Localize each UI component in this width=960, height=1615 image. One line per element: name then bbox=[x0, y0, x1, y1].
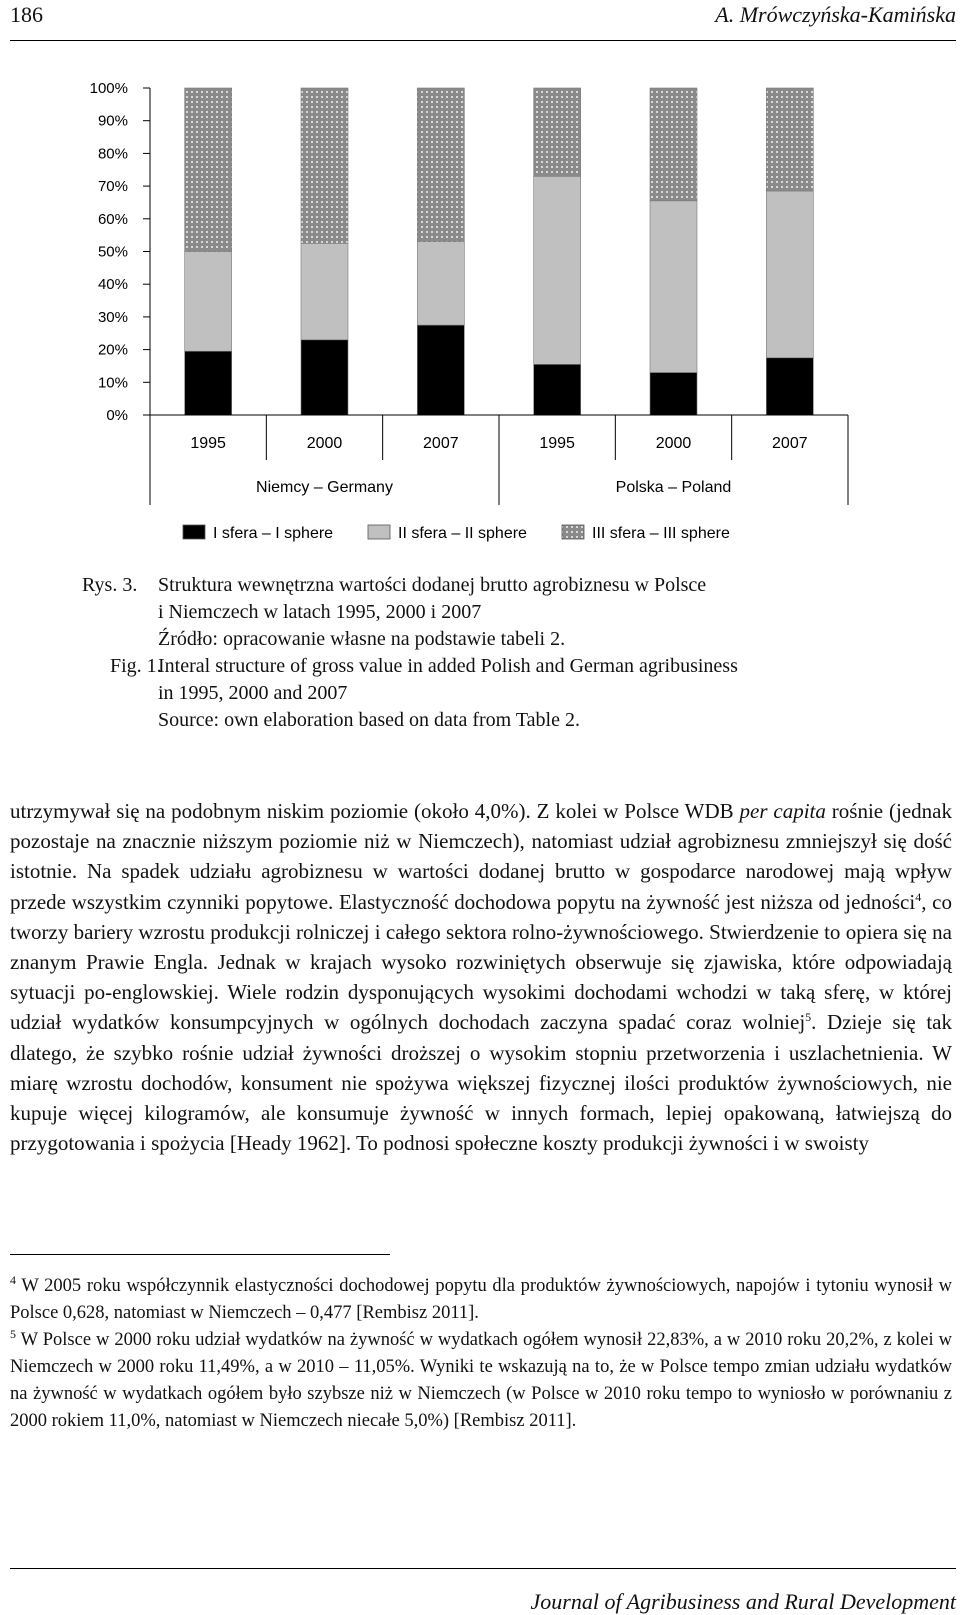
x-tick-label: 2000 bbox=[655, 435, 692, 452]
stacked-bar-chart bbox=[0, 60, 960, 560]
caption-en-line1: Interal structure of gross value in added Polish and German agribusiness bbox=[158, 655, 738, 677]
y-tick-label: 10% bbox=[97, 374, 128, 392]
page-number: 186 bbox=[10, 2, 43, 27]
caption-pl-source: Źródło: opracowanie własne na podstawie tabeli 2. bbox=[158, 628, 566, 650]
bar-segment bbox=[301, 340, 348, 415]
y-tick-label: 60% bbox=[97, 210, 128, 228]
y-tick-label: 20% bbox=[97, 341, 128, 359]
x-axis bbox=[150, 415, 848, 505]
bar-segment bbox=[534, 364, 581, 415]
x-tick-label: 2007 bbox=[423, 435, 459, 452]
footnote-4: $^4$ W 2005 roku współczynnik elastyczności dochodowej popytu dla produktów żywnościowych, napojów i tytoniu wynosił w Polsce 0,628, natomiast w Niemczech – 0,477 [Rembisz 2011]. bbox=[10, 1272, 952, 1323]
bar-segment bbox=[417, 242, 464, 325]
x-group-label: Polska – Poland bbox=[615, 479, 732, 496]
bar-segment bbox=[766, 191, 813, 358]
body-paragraph: utrzymywał się na podobnym niskim poziomie (około 4,0%). Z kolei w Polsce WDB per capita rośnie (jednak pozostaje na znacznie niższym poziomie niż w Niemczech), natomiast udział agrobiznesu zmniejszył się dość istotnie. Na spadek udziału agrobiznesu w wartości dodanej brutto w gospodarce narodowej mają wpływ przede wszystkim czynniki popytowe. Elastyczność dochodowa popytu na żywność jest niższa od jedności$^4$, co tworzy bariery wzrostu produkcji rolniczej i całego sektora rolno-żywnościowego. Stwierdzenie to opiera się na znanym Prawie Engla. Jednak w krajach wysoko rozwiniętych obserwuje się zjawiska, które odpowiadają sytuacji po-englowskiej. Wiele rodzin dysponujących wysokimi dochodami wchodzi w taką sferę, w której udział wydatków konsumpcyjnych w ogólnych dochodach zaczyna spadać coraz wolniej$^5$. Dzieje się tak dlatego, że szybko rośnie udział żywności droższej o wysokim stopniu przetworzenia i uszlachetnienia. W miarę wzrostu dochodów, konsument nie spożywa większej fizycznej ilości produktów żywnościowych, nie kupuje więcej kilogramów, ale konsumuje żywność w innych formach, lepiej opakowaną, łatwiejszą do przygotowania i spożycia [Heady 1962]. To podnosi społeczne koszty produkcji żywności i w swoisty bbox=[10, 799, 953, 1156]
footnote-ref-5[interactable]: 5 bbox=[805, 1010, 812, 1025]
page-header bbox=[10, 0, 956, 41]
footnote-divider bbox=[10, 1254, 390, 1255]
bar-segment bbox=[766, 358, 813, 415]
y-tick-label: 0% bbox=[106, 407, 128, 424]
x-tick-label: 1995 bbox=[190, 435, 226, 452]
italic-per-capita: per capita bbox=[739, 799, 826, 823]
legend-label: I sfera – I sphere bbox=[213, 525, 334, 542]
x-tick-label: 1995 bbox=[539, 435, 575, 452]
bar-segment bbox=[766, 88, 813, 191]
bar-segment bbox=[650, 88, 697, 201]
x-group-label: Niemcy – Germany bbox=[256, 479, 393, 496]
legend bbox=[183, 525, 730, 542]
journal-name: Journal of Agribusiness and Rural Development bbox=[530, 1589, 956, 1614]
bar-segment bbox=[185, 252, 232, 352]
legend-label: II sfera – II sphere bbox=[398, 525, 527, 542]
footnote-5: $^5$ W Polsce w 2000 roku udział wydatków na żywność w wydatkach ogółem wynosił 22,83%, a w 2010 roku 20,2%, z kolei w Niemczech w 2000 roku 11,49%, a w 2010 – 11,05%. Wyniki te wskazują na to, że w Polsce tempo zmian udziału wydatków na żywność w wydatkach ogółem było szybsze niż w Niemczech (w Polsce w 2010 roku tempo to wyniosło w porównaniu z 2000 rokiem 11,0%, natomiast w Niemczech niecałe 5,0%) [Rembisz 2011]. bbox=[10, 1326, 952, 1431]
legend-swatch bbox=[183, 525, 205, 539]
footnotes bbox=[10, 1273, 952, 1435]
footnote-number: 5 bbox=[10, 1326, 16, 1341]
y-tick-label: 70% bbox=[97, 178, 128, 196]
caption-en-label: Fig. 1. bbox=[110, 655, 162, 677]
bar-segment bbox=[417, 88, 464, 242]
caption-en-line2: in 1995, 2000 and 2007 bbox=[158, 682, 348, 704]
page-footer bbox=[10, 1568, 956, 1614]
footnote-ref-4[interactable]: 4 bbox=[915, 889, 922, 904]
bar-segment bbox=[301, 88, 348, 243]
legend-label: III sfera – III sphere bbox=[592, 525, 730, 542]
bar-segment bbox=[650, 201, 697, 373]
caption-pl-line2: i Niemczech w latach 1995, 2000 i 2007 bbox=[158, 601, 482, 623]
y-axis bbox=[90, 80, 150, 424]
y-tick-label: 100% bbox=[89, 80, 128, 97]
bar-segment bbox=[534, 176, 581, 364]
bars bbox=[185, 88, 814, 415]
bar-segment bbox=[650, 372, 697, 415]
y-tick-label: 90% bbox=[97, 112, 128, 130]
x-tick-label: 2007 bbox=[772, 435, 808, 452]
caption-pl-label: Rys. 3. bbox=[82, 574, 138, 596]
bar-segment bbox=[185, 88, 232, 252]
body-text bbox=[10, 796, 952, 1158]
y-tick-label: 30% bbox=[97, 308, 128, 326]
bar-segment bbox=[417, 325, 464, 415]
bar-segment bbox=[301, 243, 348, 339]
bar-segment bbox=[534, 88, 581, 176]
caption-pl-line1: Struktura wewnętrzna wartości dodanej brutto agrobiznesu w Polsce bbox=[158, 574, 707, 596]
bar-segment bbox=[185, 351, 232, 415]
y-tick-label: 80% bbox=[97, 145, 128, 163]
footnote-number: 4 bbox=[10, 1272, 16, 1287]
caption-en-source: Source: own elaboration based on data from Table 2. bbox=[158, 709, 580, 731]
legend-swatch bbox=[368, 525, 390, 539]
y-tick-label: 40% bbox=[97, 276, 128, 294]
y-tick-label: 50% bbox=[97, 243, 128, 261]
running-head: A. Mrówczyńska-Kamińska bbox=[715, 2, 956, 27]
legend-swatch bbox=[562, 525, 584, 539]
x-tick-label: 2000 bbox=[306, 435, 343, 452]
